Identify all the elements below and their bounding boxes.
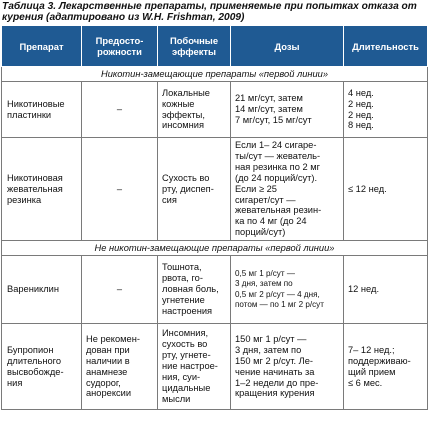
doses-cell: 150 мг 1 р/сут — 3 дня, затем по 150 мг 2 р/сут. Ле- чение начинать за 1–2 недели до пре- кращения курения bbox=[231, 324, 344, 410]
drug-cell: Никотиновые пластинки bbox=[2, 82, 82, 138]
precautions-cell: – bbox=[82, 138, 158, 241]
section-row bbox=[2, 67, 428, 82]
table-row bbox=[2, 82, 428, 138]
table-row bbox=[2, 324, 428, 410]
table-header bbox=[2, 26, 428, 67]
duration-cell: 4 нед. 2 нед. 2 нед. 8 нед. bbox=[344, 82, 428, 138]
duration-cell: ≤ 12 нед. bbox=[344, 138, 428, 241]
section-first-line: Никотин-замещающие препараты «первой линии» bbox=[2, 67, 428, 82]
side-effects-cell: Локальные кожные эффекты, инсомния bbox=[158, 82, 231, 138]
doses-cell: Если 1– 24 сигаре- ты/сут — жеватель- ная резинка по 2 мг (до 24 порций/сут). Если ≥ 25 сигарет/сут — жевательная резин- ка по 4 мг (до 24 порций/сут) bbox=[231, 138, 344, 241]
header-drug: Препарат bbox=[2, 26, 82, 67]
header-precautions: Предосто- рожности bbox=[82, 26, 158, 67]
header-side-effects: Побочные эффекты bbox=[158, 26, 231, 67]
header-duration: Длительность bbox=[344, 26, 428, 67]
doses-cell: 0,5 мг 1 р/сут — 3 дня, затем по 0,5 мг 2 р/сут — 4 дня, потом — по 1 мг 2 р/сут bbox=[231, 256, 344, 324]
doses-cell: 21 мг/сут, затем 14 мг/сут, затем 7 мг/сут, 15 мг/сут bbox=[231, 82, 344, 138]
section-non-nicotine: Не никотин-замещающие препараты «первой линии» bbox=[2, 241, 428, 256]
table-row bbox=[2, 256, 428, 324]
table-caption: Таблица 3. Лекарственные препараты, применяемые при попытках отказа от курения (адаптировано из W.H. Frishman, 2009) bbox=[2, 1, 417, 23]
side-effects-cell: Тошнота, рвота, го- ловная боль, угнетение настроения bbox=[158, 256, 231, 324]
header-row bbox=[2, 26, 428, 67]
precautions-cell: – bbox=[82, 82, 158, 138]
duration-cell: 7– 12 нед.; поддерживаю- щий прием ≤ 6 мес. bbox=[344, 324, 428, 410]
drug-cell: Бупропион длительного высвобожде- ния bbox=[2, 324, 82, 410]
header-doses: Дозы bbox=[231, 26, 344, 67]
precautions-cell: – bbox=[82, 256, 158, 324]
drug-cell: Варениклин bbox=[2, 256, 82, 324]
table-row bbox=[2, 138, 428, 241]
duration-cell: 12 нед. bbox=[344, 256, 428, 324]
section-row bbox=[2, 241, 428, 256]
drug-cell: Никотиновая жевательная резинка bbox=[2, 138, 82, 241]
side-effects-cell: Сухость во рту, диспеп- сия bbox=[158, 138, 231, 241]
medication-table bbox=[1, 25, 428, 410]
precautions-cell: Не рекомен- дован при наличии в анамнезе судорог, анорексии bbox=[82, 324, 158, 410]
side-effects-cell: Инсомния, сухость во рту, угнете- ние настрое- ния, суи- цидальные мысли bbox=[158, 324, 231, 410]
